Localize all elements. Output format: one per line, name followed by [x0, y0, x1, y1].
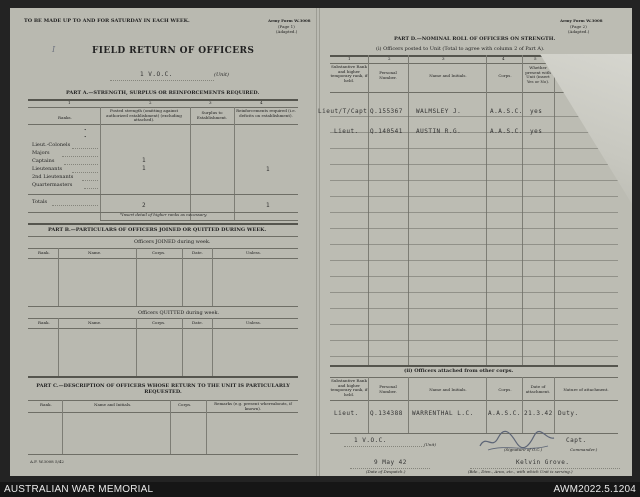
rank-label: Lieut.-Colonels — [32, 142, 71, 148]
unit-label-right: (Unit) — [424, 442, 436, 447]
col-name: Name and Initials. — [429, 73, 467, 78]
commander-suffix: Commander.) — [570, 447, 598, 452]
rank-label: Lieutenants — [32, 166, 63, 172]
despatch-label: (Date of Despatch.) — [366, 469, 406, 474]
part-c-title: PART C.—DESCRIPTION OF OFFICERS WHOSE RETURN TO THE UNIT IS PARTICULARLY REQUESTED. — [36, 383, 290, 395]
att-number: Q.134388 — [370, 410, 403, 417]
reinforce-lieutenants: 1 — [266, 166, 271, 173]
part-d-title: PART D.—NOMINAL ROLL OF OFFICERS ON STRENGTH. — [394, 36, 556, 42]
joined-title: Officers JOINED during week. — [134, 239, 211, 245]
despatch-value: 9 May 42 — [374, 459, 407, 466]
form-id: Army Form W.3008 — [268, 18, 311, 23]
part-a-note: *Insert detail of higher ranks as necessary. — [120, 212, 208, 217]
att-corps: A.A.S.C. — [488, 410, 521, 417]
row-name: WALMSLEY J. — [416, 108, 462, 115]
row-rank: Lieut/T/Capt — [318, 108, 368, 115]
attached-title: (ii) Officers attached from other corps. — [404, 368, 514, 374]
part-b-title: PART B.—PARTICULARS OF OFFICERS JOINED OR QUITTED DURING WEEK. — [48, 227, 267, 233]
col-personal-number: Personal Number. — [379, 70, 397, 80]
location-label: (Bde., Divn., Area, etc., with which Unit is serving.) — [468, 469, 573, 474]
row-number: Q.155367 — [370, 108, 403, 115]
row-present: yes — [530, 108, 543, 115]
rank-label: Captains — [32, 158, 55, 164]
col-posted: Posted strength (omitting against authorized establishment) (excluding attached). — [106, 108, 182, 123]
archive-name: AUSTRALIAN WAR MEMORIAL — [4, 484, 154, 495]
archive-id: AWM2022.5.1204 — [553, 484, 636, 495]
form-page: (Page 1) — [278, 24, 295, 29]
hand-mark: I — [52, 45, 56, 54]
rank-label: Majors — [32, 150, 50, 156]
archive-footer — [0, 482, 640, 497]
commander-label: (Signature of O.C.) — [504, 447, 543, 452]
row-rank: Lieut. — [334, 128, 359, 135]
att-name: WARRENTHAL L.C. — [412, 410, 474, 417]
unit-label: (Unit) — [214, 72, 229, 78]
col-reinforce: Reinforcements required (i.e. deficits on establishment). — [236, 108, 296, 118]
print-code: A.F. W.3008 5/42 — [30, 459, 64, 464]
col-ranks: Ranks. — [58, 115, 72, 120]
quitted-title: Officers QUITTED during week. — [138, 310, 220, 316]
col-sub-rank: Substantive Rank and higher temporary rank, if held. — [330, 64, 368, 83]
totals-reinforce: 1 — [266, 202, 271, 209]
rank-label: 2nd Lieutenants — [32, 174, 74, 180]
form-id-right: Army Form W.3008 — [560, 18, 603, 23]
form-adapted-right: (Adapted.) — [568, 29, 590, 34]
att-date: 21.3.42 — [524, 410, 553, 417]
right-page: Army Form W.3008 (Page 2) (Adapted.) PART D.—NOMINAL ROLL OF OFFICERS ON STRENGTH. (i) Officers posted to Unit (Total to agree with column 2 of Part A). 1 2 3 4 5 Substantive Rank and higher temporary rank, if held. Personal Number. Name and Initials. Corps. Whether present with Unit (insert Yes or No). Lieut/T/Capt Q.155367 WALMSLEY J. A.A.S.C. yes Lieut. Q.140541 AUSTIN R.G. A.A.S.C. yes (ii) Officers attached from other corps. Substantive Rank and higher temporary rank, if held. Personal Number. Name and Initials. Corps. Date of attachment. Nature of attachment. Lieut. Q.134388 WARRENTHAL L.C. A.A.S.C. 21.3.42 Duty. 1 V.O.C. (Unit) Capt. (Signature of O.C.) Commander.) 9 May 42 (Date of Despatch.) Kelvin Grove. (Bde., Divn., Area, etc., with which Unit is serving.) — [320, 8, 632, 476]
signature-rank: Capt. — [566, 437, 587, 444]
row-present: yes — [530, 128, 543, 135]
page-title: FIELD RETURN OF OFFICERS — [92, 46, 255, 56]
location-value: Kelvin Grove. — [516, 459, 570, 466]
posted-lieutenants: 1 — [142, 165, 147, 172]
att-rank: Lieut. — [334, 410, 359, 417]
form-page-right: (Page 2) — [570, 24, 587, 29]
top-note: TO BE MADE UP TO AND FOR SATURDAY IN EACH WEEK. — [24, 18, 190, 24]
form-adapted: (Adapted.) — [276, 29, 298, 34]
row-corps: A.A.S.C. — [490, 128, 523, 135]
row-name: AUSTIN R.G. — [416, 128, 462, 135]
posted-captains: 1 — [142, 157, 147, 164]
row-number: Q.140541 — [370, 128, 403, 135]
rank-label: Quartermasters — [32, 182, 73, 188]
unit-value: 1 V.O.C. — [140, 71, 173, 78]
att-nature: Duty. — [558, 410, 579, 417]
unit-value-right: 1 V.O.C. — [354, 437, 387, 444]
totals-label: Totals — [32, 199, 48, 205]
totals-posted: 2 — [142, 202, 147, 209]
col-corps: Corps. — [498, 73, 512, 78]
row-corps: A.A.S.C. — [490, 108, 523, 115]
part-a-title: PART A.—STRENGTH, SURPLUS OR REINFORCEMENTS REQUIRED. — [66, 90, 260, 96]
col-present: Whether present with Unit (insert Yes or No). — [525, 65, 551, 84]
col-surplus: Surplus to Establishment. — [196, 110, 228, 120]
part-d-sub: (i) Officers posted to Unit (Total to agree with column 2 of Part A). — [376, 46, 545, 52]
left-page: TO BE MADE UP TO AND FOR SATURDAY IN EACH WEEK. Army Form W.3008 (Page 1) (Adapted.) I FIELD RETURN OF OFFICERS 1 V.O.C. (Unit) PART A.—STRENGTH, SURPLUS OR REINFORCEMENTS REQUIRED. 1 2 3 4 Ranks. Posted strength (omitting against authorized establishment) (excluding attached). Surplus to Establishment. Reinforcements required (i.e. deficits on establishment). • • Lieut.-Colonels Majors Captains Lieutenants 2nd Lieutenants Quartermasters 1 1 1 Totals 2 1 *Insert detail of higher ranks as necessary. PART B.—PARTICULARS OF OFFICERS JOINED OR QUITTED DURING WEEK. Officers JOINED during week. Rank. Name. Corps. Date. Unless. Officers QUITTED during week. Rank. Name. Corps. Date. Unless. PART C.—DESCRIPTION OF OFFICERS WHOSE RETURN TO THE UNIT IS PARTICULARLY REQUESTED. Rank. Name and Initials. Corps. Remarks (e.g. present whereabouts, if known). A.F. W.3008 5/42 — [10, 8, 316, 476]
